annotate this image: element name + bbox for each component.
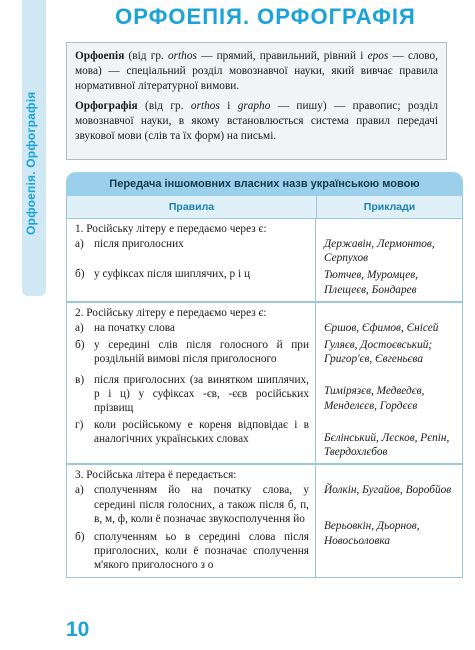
rule-heading: 3. Російська літера ё передається: xyxy=(75,469,237,482)
table-caption: Передача іншомовних власних назв українською мовою xyxy=(66,172,463,196)
table-section-1 xyxy=(66,218,463,302)
rule-item: а) на початку слова xyxy=(75,322,175,335)
rule-item: а) сполученням йо на початку слова, у середині після голосних, а також після б, п, в, м, ф, коли ё позначає звукосполучення йо xyxy=(75,484,309,525)
definitions-box xyxy=(66,42,447,160)
rule-heading: 2. Російську літеру е передаємо через є: xyxy=(75,306,267,319)
example-cell: Єршов, Єфимов, Єнісей xyxy=(324,321,439,334)
table-column-headers xyxy=(66,196,463,218)
column-header-examples: Приклади xyxy=(363,201,416,213)
rule-item: г) коли російському е кореня відповідає і в аналогічних українських словах xyxy=(75,419,309,446)
example-cell: Бєлінський, Лєсков, Рєпін, Твердохлєбов xyxy=(324,431,450,459)
rule-item: в) після приголосних (за винятком шиплячих, р і ц) у суфіксах -єв, -єєв російських прізвищ xyxy=(75,373,309,415)
definition-orthoepy: Орфоепія (від гр. orthos — прямий, правильний, рівний і epos — слово, мова) — спеціальний розділ мовознавчої науки, який вивчає правила нормативної літературної вимови. xyxy=(75,50,439,93)
table-section-2 xyxy=(66,302,463,464)
table-section-3 xyxy=(66,464,463,577)
term-orthography: Орфографія xyxy=(75,99,138,112)
example-cell: Йолкін, Бугайов, Воробйов xyxy=(324,484,452,497)
rules-table xyxy=(66,172,463,578)
page-number: 10 xyxy=(66,618,90,641)
page-title: ОРФОЕПІЯ. ОРФОГРАФІЯ xyxy=(115,4,416,29)
rule-item: а) після приголосних xyxy=(75,238,184,251)
definition-orthography: Орфографія (від гр. orthos і grapho — пишу) — правопис; розділ мовознавчої науки, в якому встановлюється система правил передачі звукової мови (слів та їх форм) на письмі. xyxy=(75,99,439,143)
rule-item: б) сполученням ьо в середині слова після приголосних, коли ё позначає сполучення м'якого приголосного з о xyxy=(75,531,309,572)
example-cell: Тютчев, Муромцев, Плещеєв, Бондарев xyxy=(324,269,418,296)
example-cell: Верьовкін, Дьорнов, Новосьоловка xyxy=(324,520,420,547)
side-section-label: Орфоепія. Орфографія xyxy=(24,91,38,235)
column-header-rules: Правила xyxy=(67,196,317,218)
rule-item: б) у суфіксах після шиплячих, р і ц xyxy=(75,268,250,281)
term-orthoepy: Орфоепія xyxy=(75,50,125,62)
example-cell: Державін, Лермонтов, Серпухов xyxy=(324,238,435,265)
example-cell: Тимірязєв, Медведєв, Менделєєв, Гордєєв xyxy=(324,385,425,412)
example-cell: Гуляєв, Достоєвський; Григор'єв, Євгеньєва xyxy=(324,339,433,366)
rule-heading: 1. Російську літеру е передаємо через є: xyxy=(75,223,267,235)
rule-item: б) у середині слів після голосного й при роздільній вимові після приголосного xyxy=(75,339,309,366)
